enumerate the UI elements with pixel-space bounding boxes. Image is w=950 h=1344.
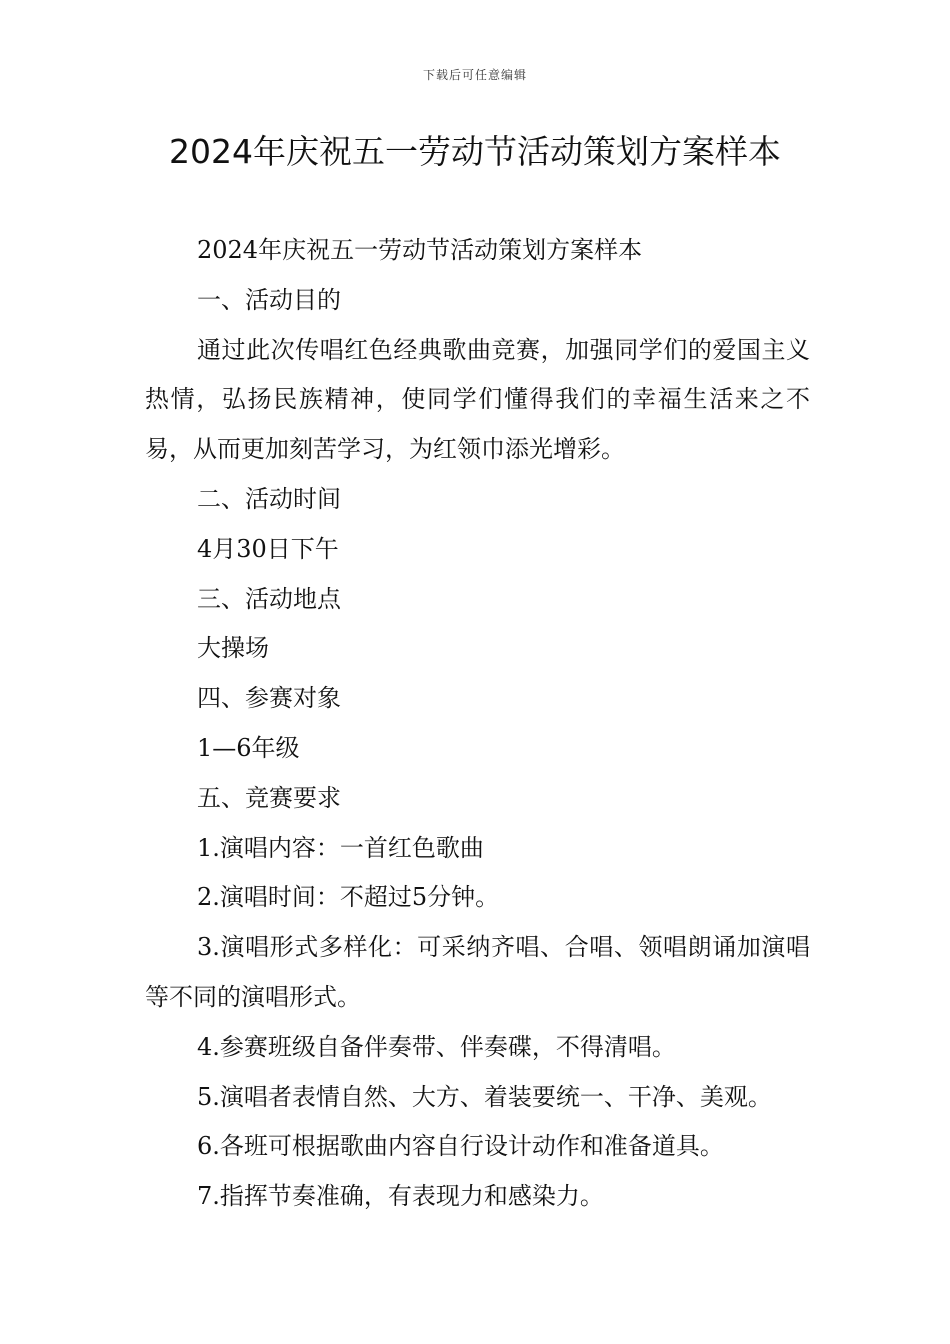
document-body <box>145 226 810 1222</box>
paragraph-activity-purpose: 通过此次传唱红色经典歌曲竞赛，加强同学们的爱国主义热情，弘扬民族精神，使同学们懂得我们的幸福生活来之不易，从而更加刻苦学习，为红领巾添光增彩。 <box>145 335 810 464</box>
requirement-item: 3.演唱形式多样化：可采纳齐唱、合唱、领唱朗诵加演唱等不同的演唱形式。 <box>145 933 810 1011</box>
document-title: 2024年庆祝五一劳动节活动策划方案样本 <box>169 132 781 171</box>
heading-activity-time: 二、活动时间 <box>197 484 341 513</box>
paragraph-activity-location: 大操场 <box>197 634 269 663</box>
paragraph-subtitle: 2024年庆祝五一劳动节活动策划方案样本 <box>197 236 643 264</box>
requirement-item: 4.参赛班级自备伴奏带、伴奏碟，不得清唱。 <box>197 1032 676 1061</box>
requirement-item: 7.指挥节奏准确，有表现力和感染力。 <box>197 1182 604 1211</box>
heading-activity-purpose: 一、活动目的 <box>197 285 341 314</box>
requirement-item: 2.演唱时间：不超过5分钟。 <box>197 883 500 912</box>
heading-participants: 四、参赛对象 <box>197 684 341 713</box>
requirement-item: 1.演唱内容：一首红色歌曲 <box>197 833 484 862</box>
requirement-item: 5.演唱者表情自然、大方、着装要统一、干净、美观。 <box>197 1082 772 1111</box>
heading-requirements: 五、竞赛要求 <box>197 783 341 812</box>
header-note: 下载后可任意编辑 <box>422 68 527 82</box>
paragraph-participants: 1—6年级 <box>197 733 300 762</box>
heading-activity-location: 三、活动地点 <box>197 584 341 613</box>
paragraph-activity-time: 4月30日下午 <box>197 534 339 563</box>
requirement-item: 6.各班可根据歌曲内容自行设计动作和准备道具。 <box>197 1132 724 1161</box>
